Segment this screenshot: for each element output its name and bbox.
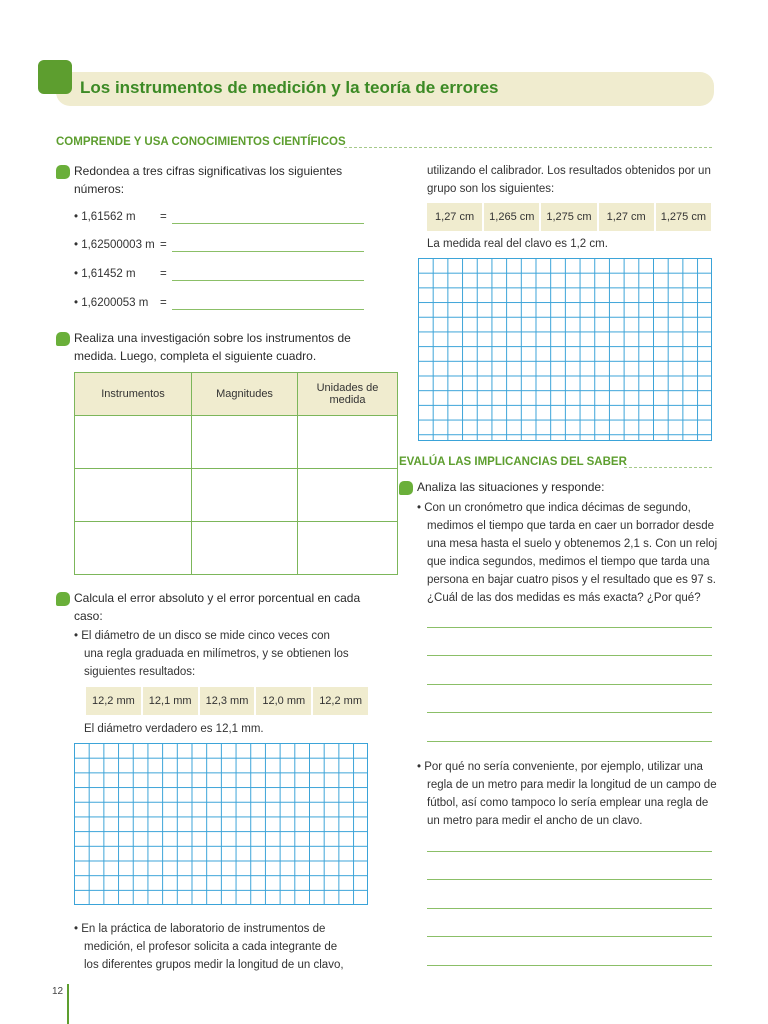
disc-value: 12,2 mm <box>86 687 141 715</box>
lab-line-1: • En la práctica de laboratorio de instrumentos de <box>74 923 326 935</box>
answer-line[interactable] <box>427 684 712 685</box>
disc-value: 12,0 mm <box>256 687 311 715</box>
lab-line-2: medición, el profesor solicita a cada integrante de <box>84 941 338 953</box>
disc-true-value: El diámetro verdadero es 12,1 mm. <box>84 723 264 735</box>
situation-1-line-5: persona en bajar cuatro pisos y el resultado que es 97 s. <box>427 574 716 586</box>
question-4: Analiza las situaciones y responde: <box>417 480 605 494</box>
page-title: Los instrumentos de medición y la teoría de errores <box>80 78 499 97</box>
table-row <box>86 687 368 715</box>
nail-value: 1,275 cm <box>541 203 596 231</box>
situation-2-line-1: • Por qué no sería conveniente, por ejemplo, utilizar una <box>417 761 703 773</box>
situation-2-line-3: fútbol, así como tampoco lo sería emplear una regla de <box>427 797 709 809</box>
page-number-rule <box>67 984 69 1024</box>
answer-line[interactable] <box>427 879 712 880</box>
question-3 <box>74 589 360 625</box>
grid-workspace[interactable] <box>418 258 712 441</box>
table-cell[interactable] <box>298 469 398 522</box>
situation-2-line-2: regla de un metro para medir la longitud de un campo de <box>427 779 717 791</box>
table-cell[interactable] <box>192 522 298 575</box>
answer-line[interactable] <box>172 280 364 281</box>
grid-workspace[interactable] <box>74 743 368 905</box>
table-cell[interactable] <box>75 469 192 522</box>
table-cell[interactable] <box>75 416 192 469</box>
instruments-table <box>74 372 398 575</box>
nail-measurements-table <box>425 203 713 231</box>
disc-line-1: • El diámetro de un disco se mide cinco veces con <box>74 630 330 642</box>
table-row <box>75 416 398 469</box>
nail-value: 1,265 cm <box>484 203 539 231</box>
lab-paragraph <box>74 920 344 974</box>
section-heading-comprende: COMPRENDE Y USA CONOCIMIENTOS CIENTÍFICOS <box>56 136 346 148</box>
nail-value: 1,27 cm <box>599 203 654 231</box>
question-3-line-1: Calcula el error absoluto y el error porcentual en cada <box>74 591 361 605</box>
disc-measurements-table <box>84 687 370 715</box>
question-3-line-2: caso: <box>74 609 103 623</box>
equals-sign: = <box>160 211 167 223</box>
answer-line[interactable] <box>427 712 712 713</box>
heading-rule <box>344 147 712 148</box>
answer-line[interactable] <box>427 655 712 656</box>
situation-1-line-2: medimos el tiempo que tarda en caer un borrador desde <box>427 520 715 532</box>
situation-2-line-4: un metro para medir el ancho de un clavo. <box>427 815 643 827</box>
situation-1-line-6: ¿Cuál de las dos medidas es más exacta? ¿Por qué? <box>427 592 701 604</box>
round-item-2: • 1,62500003 m <box>74 239 155 251</box>
equals-sign: = <box>160 268 167 280</box>
situation-1-line-4: que indica segundos, medimos el tiempo que tarda una <box>427 556 710 568</box>
table-cell[interactable] <box>298 522 398 575</box>
question-2-line-1: Realiza una investigación sobre los instrumentos de <box>74 331 351 345</box>
answer-line[interactable] <box>427 741 712 742</box>
question-1-line-2: números: <box>74 182 125 196</box>
section-heading-evalua: EVALÚA LAS IMPLICANCIAS DEL SABER <box>399 456 627 468</box>
question-marker-icon <box>56 332 70 346</box>
header-instrumentos: Instrumentos <box>75 373 192 416</box>
page-number: 12 <box>52 986 64 997</box>
answer-line[interactable] <box>427 965 712 966</box>
question-marker-icon <box>399 481 413 495</box>
table-header-row <box>75 373 398 416</box>
situation-1-line-3: una mesa hasta el suelo y obtenemos 2,1 s. Con un reloj <box>427 538 718 550</box>
disc-line-3: siguientes resultados: <box>84 666 196 678</box>
question-2-line-2: medida. Luego, completa el siguiente cuadro. <box>74 349 317 363</box>
question-1 <box>74 162 342 198</box>
nail-value: 1,275 cm <box>656 203 711 231</box>
disc-value: 12,2 mm <box>313 687 368 715</box>
disc-line-2: una regla graduada en milímetros, y se obtienen los <box>84 648 349 660</box>
table-cell[interactable] <box>75 522 192 575</box>
equals-sign: = <box>160 297 167 309</box>
disc-value: 12,1 mm <box>143 687 198 715</box>
situation-1-line-1: • Con un cronómetro que indica décimas de segundo, <box>417 502 691 514</box>
answer-line[interactable] <box>172 251 364 252</box>
lab-continuation <box>427 162 711 198</box>
lab-line-3: los diferentes grupos medir la longitud de un clavo, <box>84 959 344 971</box>
table-row <box>427 203 711 231</box>
round-item-4: • 1,6200053 m <box>74 297 149 309</box>
question-marker-icon <box>56 165 70 179</box>
table-row <box>75 522 398 575</box>
situation-1 <box>417 499 717 607</box>
question-2 <box>74 329 351 365</box>
round-item-1: • 1,61562 m <box>74 211 136 223</box>
situation-2 <box>417 758 717 830</box>
answer-line[interactable] <box>427 627 712 628</box>
lab-cont-line-1: utilizando el calibrador. Los resultados obtenidos por un <box>427 165 711 177</box>
question-1-line-1: Redondea a tres cifras significativas los siguientes <box>74 164 343 178</box>
header-magnitudes: Magnitudes <box>192 373 298 416</box>
answer-line[interactable] <box>427 851 712 852</box>
lab-cont-line-2: grupo son los siguientes: <box>427 183 555 195</box>
disc-value: 12,3 mm <box>200 687 255 715</box>
heading-rule <box>624 467 712 468</box>
answer-line[interactable] <box>172 309 364 310</box>
answer-line[interactable] <box>427 936 712 937</box>
question-marker-icon <box>56 592 70 606</box>
round-item-3: • 1,61452 m <box>74 268 136 280</box>
answer-line[interactable] <box>172 223 364 224</box>
table-row <box>75 469 398 522</box>
table-cell[interactable] <box>192 469 298 522</box>
table-cell[interactable] <box>298 416 398 469</box>
disc-paragraph <box>74 627 349 681</box>
table-cell[interactable] <box>192 416 298 469</box>
title-tab-marker <box>38 60 72 94</box>
equals-sign: = <box>160 239 167 251</box>
nail-true-value: La medida real del clavo es 1,2 cm. <box>427 238 608 250</box>
answer-line[interactable] <box>427 908 712 909</box>
nail-value: 1,27 cm <box>427 203 482 231</box>
header-unidades: Unidades de medida <box>298 373 398 416</box>
